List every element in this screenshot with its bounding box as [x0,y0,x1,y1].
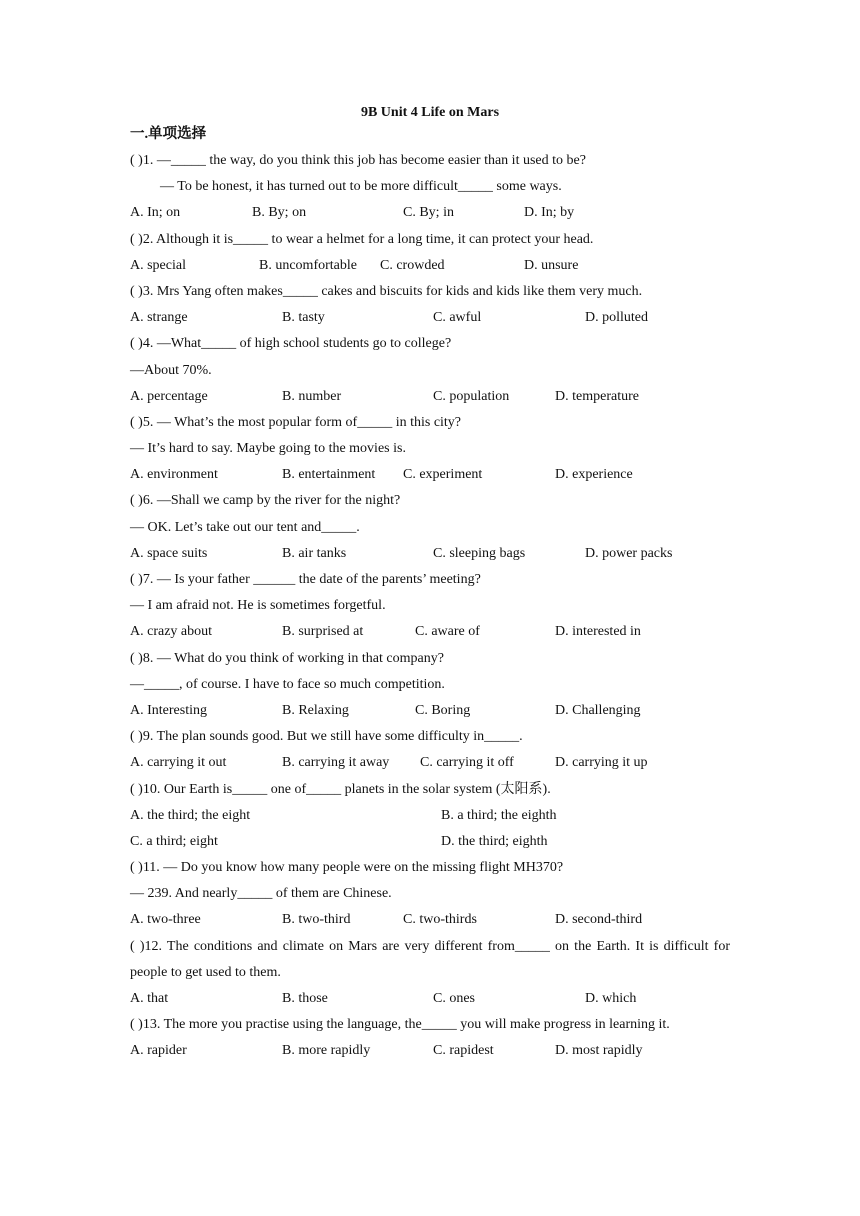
question-stem: ( )2. Although it is_____ to wear a helmet for a long time, it can protect your head. [130,231,594,247]
option-a: A. space suits [130,545,208,561]
option-d: D. temperature [555,388,639,404]
option-a: A. the third; the eight [130,807,251,823]
option-row [130,200,730,226]
option-a: A. strange [130,310,188,326]
question-stem: ( )6. —Shall we camp by the river for the night? [130,493,401,509]
option-c: C. sleeping bags [433,545,526,561]
question-stem: ( )7. — Is your father ______ the date of the parents’ meeting? [130,572,481,587]
option-row [130,1038,730,1064]
option-d: D. which [585,991,637,1007]
option-c: C. crowded [380,257,445,273]
option-c: C. carrying it off [420,755,514,771]
option-row [130,803,730,829]
option-b: B. entertainment [282,467,376,483]
question-4 [130,331,730,410]
question-line: — I am afraid not. He is sometimes forgetful. [130,598,386,614]
option-b: B. Relaxing [282,702,349,718]
option-d: D. In; by [524,205,575,221]
question-stem: ( )10. Our Earth is_____ one of_____ planets in the solar system (太阳系). [130,781,551,797]
question-7 [130,567,730,646]
question-13 [130,1012,730,1064]
question-line: — To be honest, it has turned out to be more difficult_____ some ways. [160,179,562,195]
option-b: B. more rapidly [282,1043,371,1059]
option-d: D. polluted [585,310,648,326]
question-line: —About 70%. [130,362,212,378]
option-b: B. carrying it away [282,755,390,771]
option-b: B. air tanks [282,545,347,561]
option-d: D. experience [555,467,633,483]
section-heading: 一.单项选择 [130,126,207,142]
option-row [130,986,730,1012]
question-1 [130,148,730,227]
option-c: C. Boring [415,702,471,718]
question-line: — 239. And nearly_____ of them are Chinese. [130,886,392,902]
option-b: B. number [282,388,342,404]
option-c: C. population [433,388,510,404]
question-stem: ( )8. — What do you think of working in that company? [130,650,444,666]
option-d: D. the third; eighth [441,833,548,849]
option-a: A. special [130,257,186,273]
question-stem: ( )13. The more you practise using the language, the_____ you will make progress in learning it. [130,1017,670,1033]
question-stem: ( )11. — Do you know how many people were on the missing flight MH370? [130,860,564,876]
option-row [130,619,730,645]
question-5 [130,410,730,489]
question-line: —_____, of course. I have to face so much competition. [130,676,445,692]
option-d: D. most rapidly [555,1043,643,1059]
option-b: B. By; on [252,205,307,221]
option-row [130,698,730,724]
option-c: C. a third; eight [130,833,218,849]
option-b: B. two-third [282,912,351,928]
option-a: A. rapider [130,1043,187,1059]
question-9 [130,724,730,776]
option-a: A. two-three [130,912,201,928]
option-d: D. carrying it up [555,755,648,771]
option-row [130,253,730,279]
question-10 [130,777,730,856]
question-stem: ( )4. —What_____ of high school students go to college? [130,336,452,352]
option-a: A. crazy about [130,624,213,640]
option-a: A. In; on [130,205,181,221]
option-d: D. Challenging [555,702,641,718]
question-line: — It’s hard to say. Maybe going to the movies is. [130,441,406,457]
option-row [130,829,730,855]
option-row [130,541,730,567]
question-stem: ( )3. Mrs Yang often makes_____ cakes and biscuits for kids and kids like them very much. [130,283,643,299]
question-12 [130,934,730,1013]
option-c: C. experiment [403,467,483,483]
option-a: A. environment [130,467,218,483]
question-3 [130,279,730,331]
option-c: C. aware of [415,624,480,640]
option-a: A. that [130,991,169,1007]
question-list [130,148,730,1065]
option-d: D. interested in [555,624,641,640]
option-a: A. carrying it out [130,755,227,771]
question-stem: ( )5. — What’s the most popular form of_____ in this city? [130,414,462,430]
option-row [130,907,730,933]
option-d: D. second-third [555,912,643,928]
question-stem: ( )1. —_____ the way, do you think this job has become easier than it used to be? [130,153,586,168]
option-b: B. those [282,991,328,1007]
question-2 [130,227,730,279]
question-11 [130,855,730,934]
option-row [130,384,730,410]
option-b: B. surprised at [282,624,364,640]
question-8 [130,646,730,725]
option-c: C. two-thirds [403,912,477,928]
option-row [130,305,730,331]
option-b: B. tasty [282,310,325,326]
option-row [130,462,730,488]
option-row [130,750,730,776]
option-c: C. awful [433,310,482,326]
document-title: 9B Unit 4 Life on Mars [360,105,500,120]
option-b: B. uncomfortable [259,257,357,273]
option-a: A. percentage [130,388,208,404]
option-c: C. rapidest [433,1043,494,1059]
question-line: — OK. Let’s take out our tent and_____. [130,519,360,535]
question-stem: ( )9. The plan sounds good. But we still have some difficulty in_____. [130,729,523,745]
question-6 [130,488,730,567]
option-a: A. Interesting [130,702,207,718]
option-b: B. a third; the eighth [441,807,557,823]
question-stem: ( )12. The conditions and climate on Mars are very different from_____ on the Earth. It is difficult for people to get used to them. [130,938,730,980]
option-c: C. ones [433,991,475,1007]
option-d: D. power packs [585,545,673,561]
option-c: C. By; in [403,205,454,221]
option-d: D. unsure [524,257,579,273]
